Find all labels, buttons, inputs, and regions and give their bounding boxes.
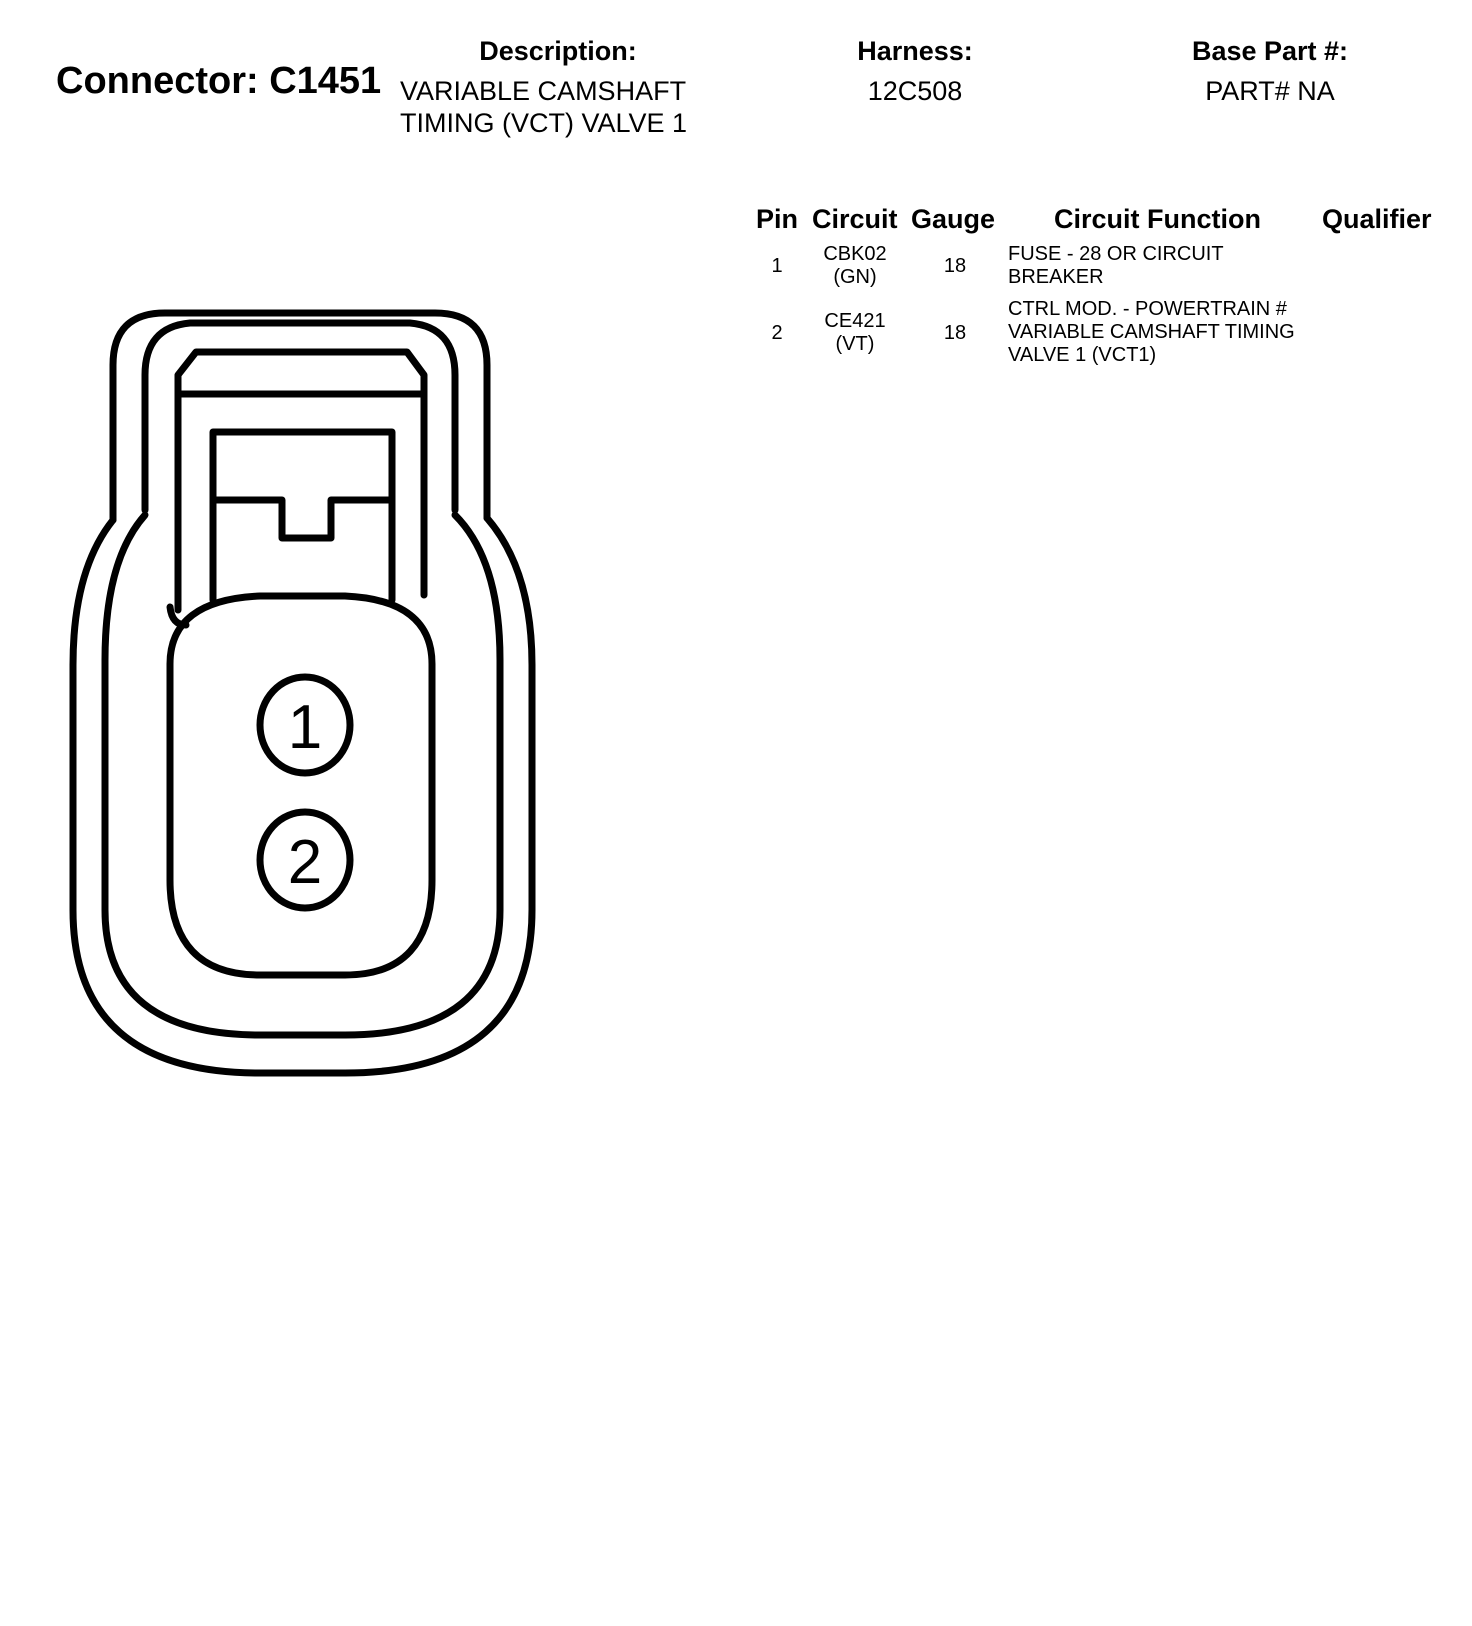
pin-2-label: 2: [287, 828, 323, 897]
row-function-line: CTRL MOD. - POWERTRAIN #: [1008, 298, 1287, 320]
row-function-line: BREAKER: [1008, 266, 1104, 288]
connector-outer-top: [113, 313, 487, 520]
row-function-line: VALVE 1 (VCT1): [1008, 344, 1157, 366]
col-header-pin: Pin: [756, 204, 799, 234]
col-header-qualifier: Qualifier: [1322, 204, 1432, 234]
row-pin: 2: [771, 322, 783, 344]
col-header-circuit: Circuit: [812, 204, 898, 234]
row-circuit-color: (GN): [833, 266, 877, 288]
row-gauge: 18: [943, 255, 967, 277]
connector-outer-body: [73, 518, 532, 1073]
connector-title: Connector: C1451: [56, 60, 382, 102]
pin-cavity: [170, 596, 432, 975]
row-circuit-color: (VT): [835, 333, 875, 355]
latch-notch: [213, 500, 392, 538]
latch-inner: [213, 432, 392, 600]
row-function-line: FUSE - 28 OR CIRCUIT: [1008, 243, 1224, 265]
description-header: Description:: [479, 36, 637, 66]
col-header-circuit-function: Circuit Function: [1054, 204, 1261, 234]
harness-value: 12C508: [867, 76, 963, 106]
row-circuit-id: CBK02: [823, 243, 887, 265]
base-part-header: Base Part #:: [1191, 36, 1349, 66]
col-header-gauge: Gauge: [911, 204, 996, 234]
row-gauge: 18: [943, 322, 967, 344]
pin-1-label: 1: [287, 693, 323, 762]
row-pin: 1: [771, 255, 783, 277]
description-line-2: TIMING (VCT) VALVE 1: [400, 108, 688, 138]
harness-header: Harness:: [857, 36, 973, 66]
row-function-line: VARIABLE CAMSHAFT TIMING: [1008, 321, 1295, 343]
base-part-value: PART# NA: [1205, 76, 1335, 106]
description-line-1: VARIABLE CAMSHAFT: [400, 76, 687, 106]
row-circuit-id: CE421: [824, 310, 886, 332]
